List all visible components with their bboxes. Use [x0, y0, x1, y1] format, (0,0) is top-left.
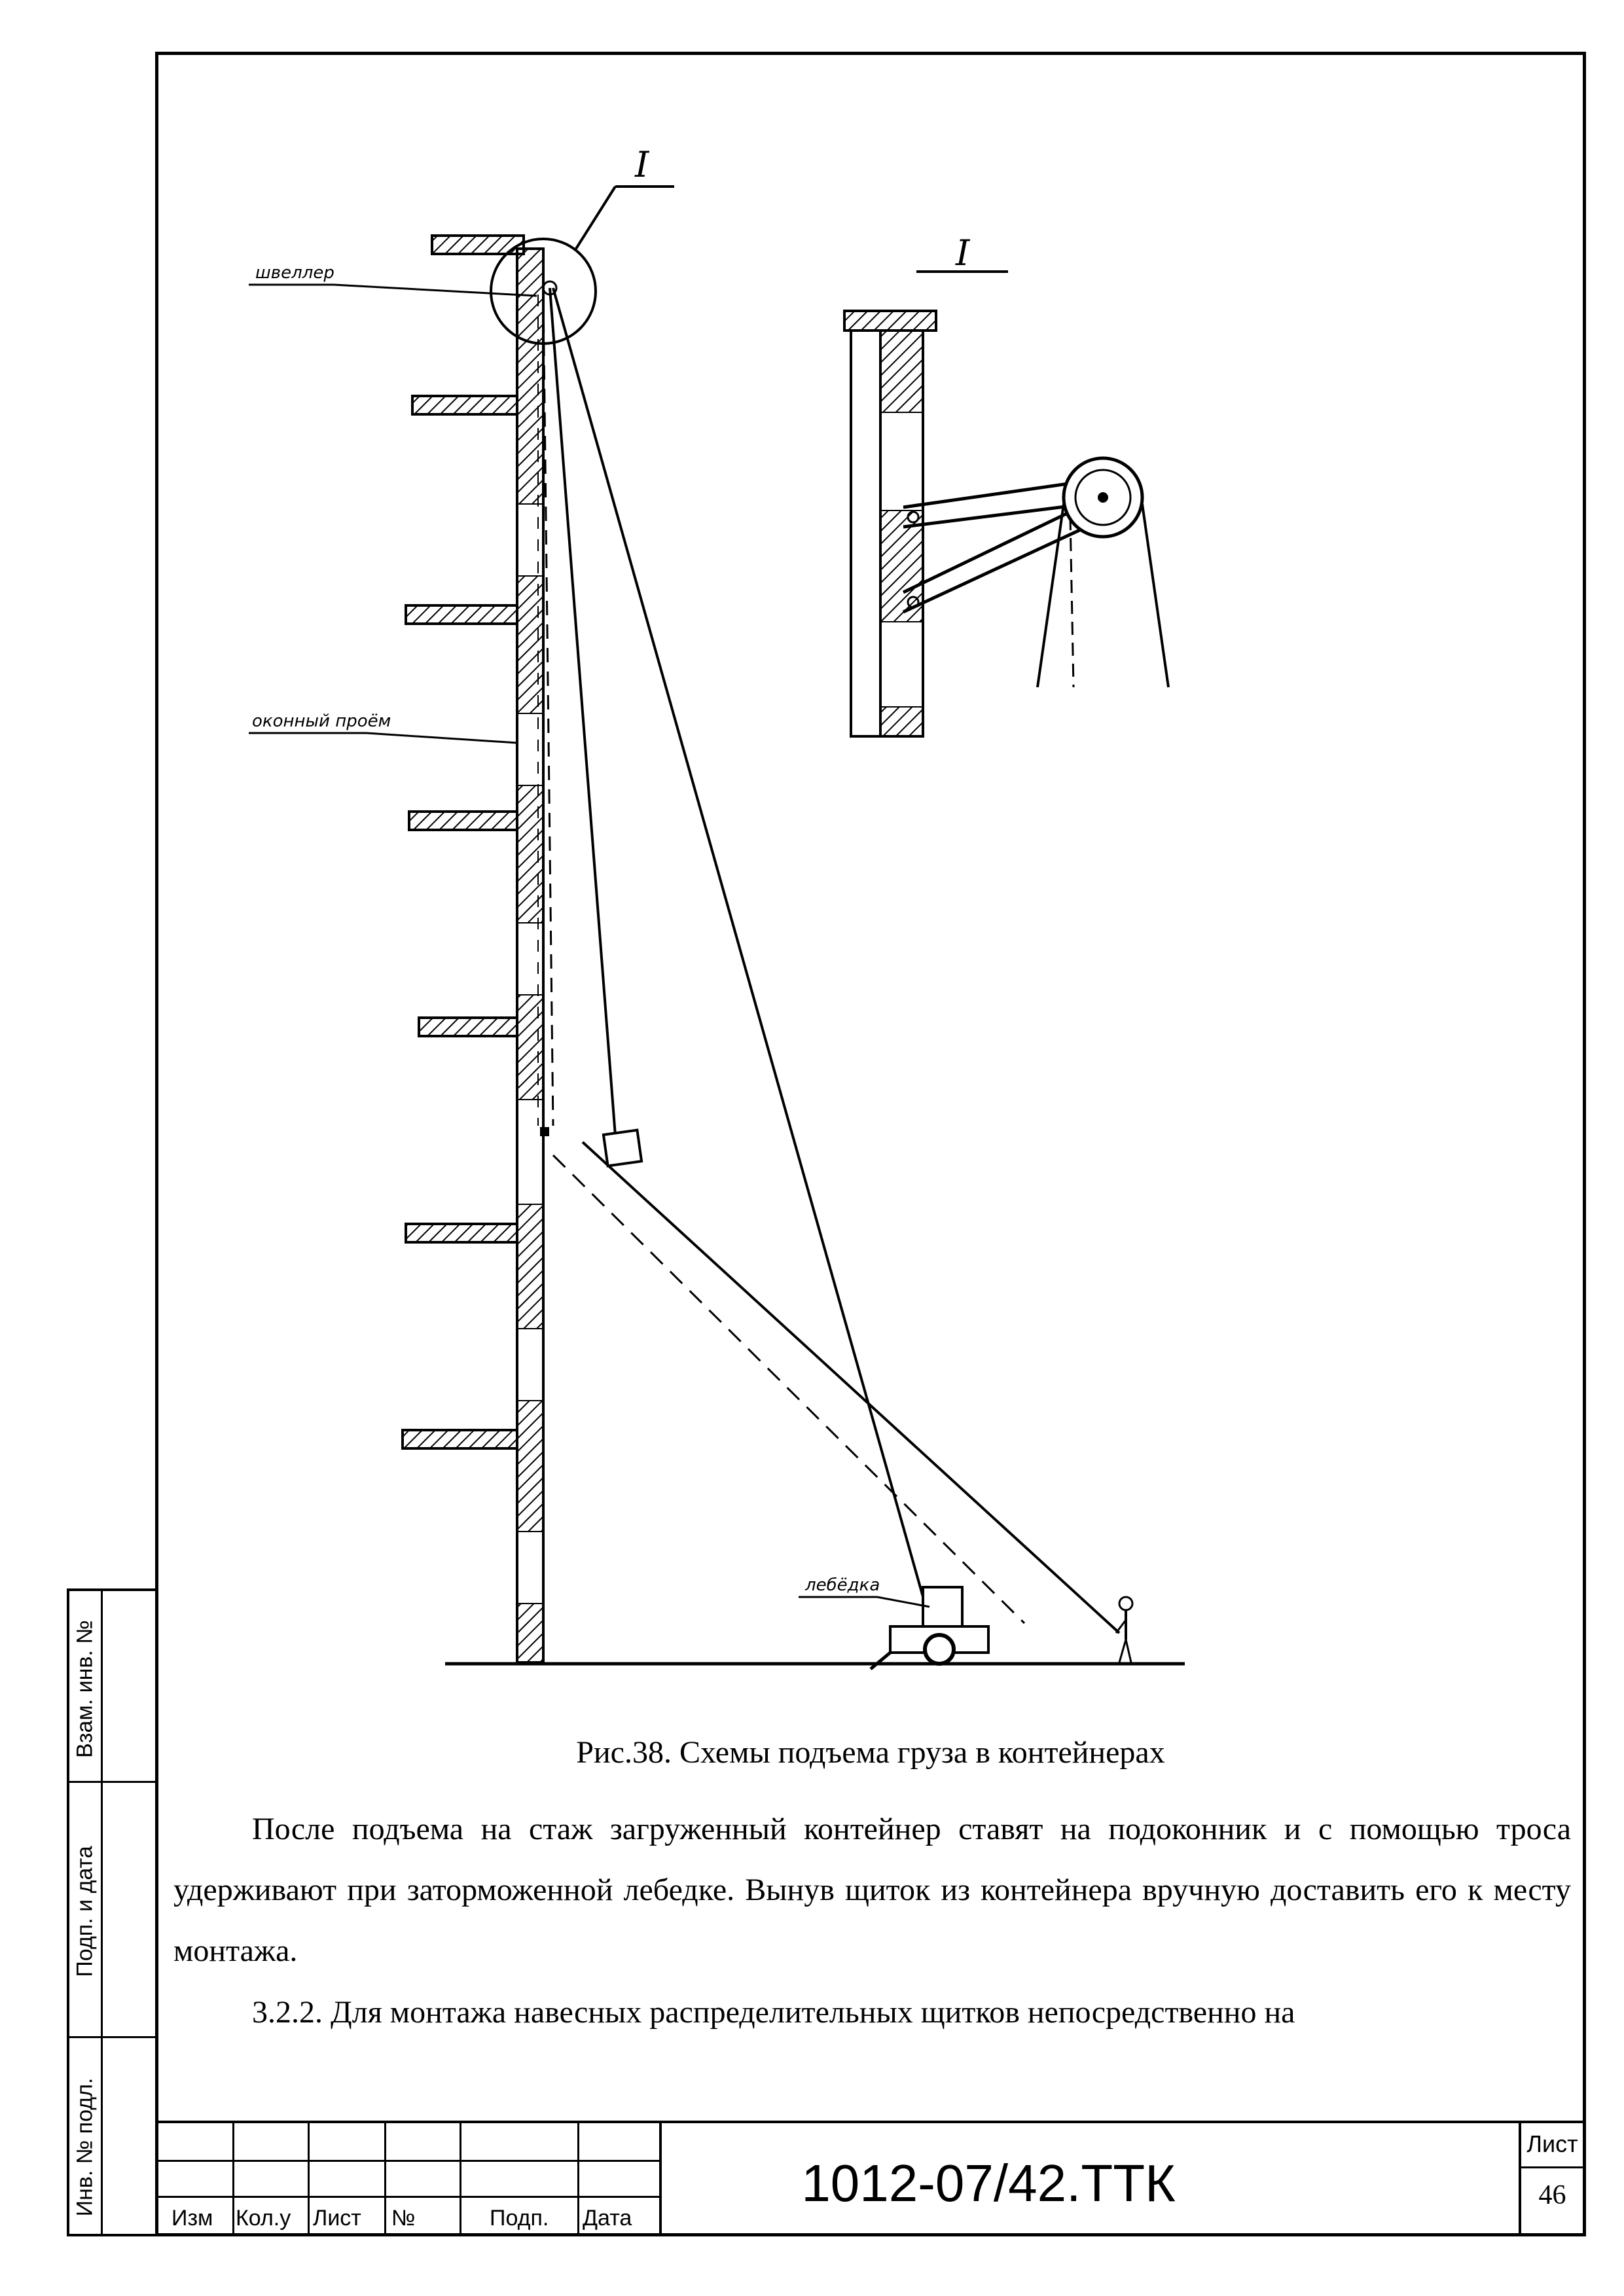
title-block-header-sheet: Лист: [313, 2206, 361, 2231]
label-channel: швеллер: [255, 263, 334, 283]
side-stamp-divider: [69, 1781, 158, 1783]
worker-figure: [1116, 1597, 1132, 1662]
title-block-header-change: Изм: [171, 2206, 213, 2231]
title-block-header-date: Дата: [583, 2206, 632, 2231]
container-on-sill: [540, 1127, 549, 1136]
label-winch: лебёдка: [805, 1575, 880, 1595]
side-stamp-replace-inv: Взам. инв. №: [72, 1620, 98, 1758]
label-window: оконный проём: [252, 711, 391, 731]
body-paragraph: После подъема на стаж загруженный контейнер ставят на подоконник и с помощью троса удерживают при заторможенной лебедке. Вынув щиток из контейнера вручную доставить его к месту монтажа.: [173, 1812, 1571, 1968]
building-wall: [517, 249, 543, 1662]
hoist-scheme-drawing: [252, 144, 1218, 1702]
figure-caption: Рис.38. Схемы подъема груза в контейнерах: [576, 1735, 1165, 1770]
container-load: [604, 1130, 641, 1166]
detail-view: [844, 232, 1168, 736]
side-stamp-orig-inv: Инв. № подл.: [72, 2077, 98, 2217]
title-block-header-count: Кол.у: [236, 2206, 291, 2231]
document-code: 1012-07/42.ТТК: [801, 2154, 1176, 2212]
title-block-header-signature: Подп.: [490, 2206, 549, 2231]
sheet-number: 46: [1538, 2180, 1566, 2210]
body-paragraph: 3.2.2. Для монтажа навесных распределительных щитков непосредственно на: [252, 1995, 1295, 2030]
side-stamp: [67, 1588, 155, 2236]
callout-mark: I: [635, 144, 649, 185]
floor-slabs: [403, 236, 524, 1448]
title-block-header-number: №: [391, 2206, 416, 2231]
hoist-scheme-figure: [252, 144, 1218, 1702]
side-stamp-sign-date: Подп. и дата: [72, 1846, 98, 1977]
sheet-label: Лист: [1526, 2130, 1578, 2157]
detail-mark: I: [956, 232, 970, 274]
side-stamp-divider: [69, 2036, 158, 2038]
